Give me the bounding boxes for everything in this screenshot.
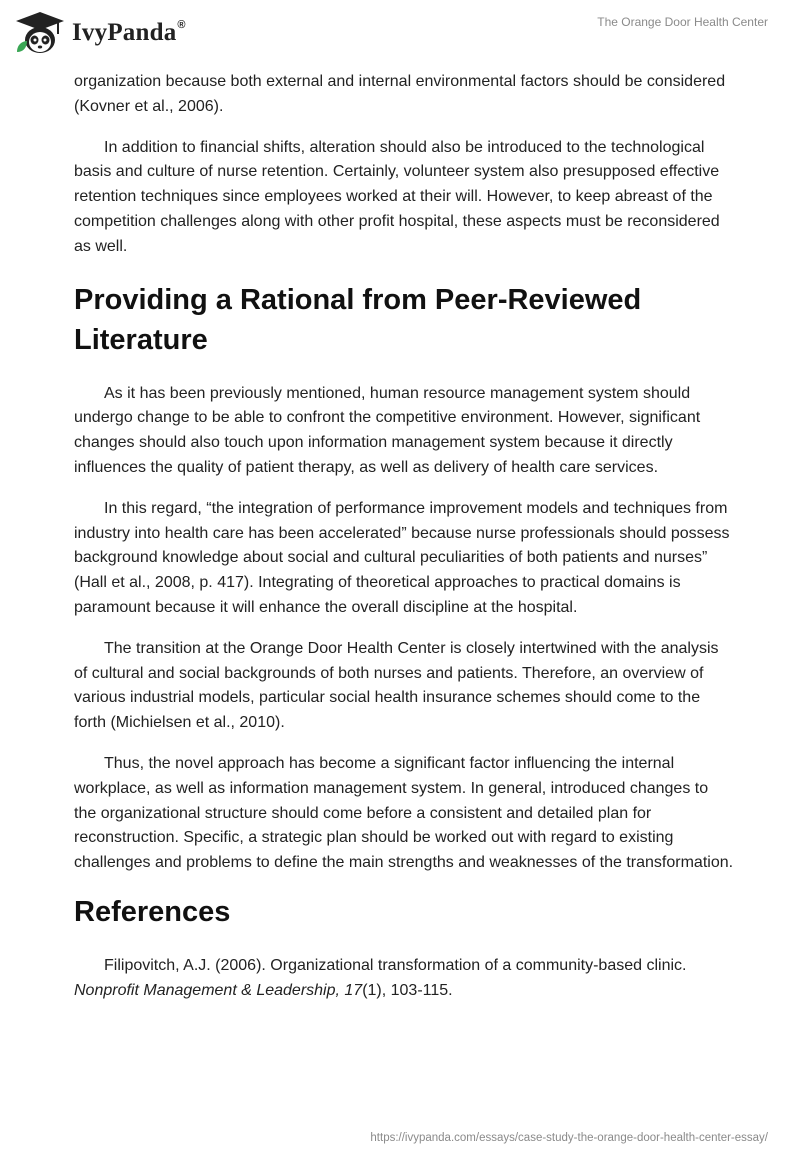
paragraph: Thus, the novel approach has become a significant factor influencing the internal workplace, as well as information management system. In general, introduced changes to the organizational structure should come before a consistent and detailed plan for reconstruction. Specific, a strategic plan should be worked out with regard to existing challenges and problems to define the main strengths and weaknesses of the transformation.	[74, 754, 734, 872]
reference-issue-pages: (1), 103-115.	[362, 981, 453, 999]
paragraph: In this regard, “the integration of performance improvement models and techniques from industry into health care has been accelerated” because nurse professionals should possess background knowledge about social and cultural peculiarities of both patients and nurses” (Hall et al., 2008, p. 417). Integrating of theoretical approaches to practical domains is paramount because it will enhance the overall discipline at the hospital.	[74, 499, 730, 616]
source-url[interactable]: https://ivypanda.com/essays/case-study-the-orange-door-health-center-essay/	[370, 1132, 768, 1144]
paragraph: As it has been previously mentioned, human resource management system should undergo change to be able to confront the competitive environment. However, significant changes should also touch upon information management system because it directly influences the quality of patient therapy, as well as delivery of health care services.	[74, 384, 701, 476]
paragraph: The transition at the Orange Door Health Center is closely intertwined with the analysis of cultural and social backgrounds of both nurses and patients. Therefore, an overview of various industrial models, particular social health insurance schemes should come to the forth (Michielsen et al., 2010).	[74, 639, 719, 732]
document-title: The Orange Door Health Center	[597, 15, 768, 29]
reference-entry	[74, 954, 734, 1004]
reference-journal: Nonprofit Management & Leadership, 17	[74, 981, 363, 999]
panda-graduate-icon	[14, 10, 66, 56]
ivypanda-logo[interactable]	[14, 10, 186, 56]
essay-body	[74, 70, 734, 1020]
section-heading: Providing a Rational from Peer-Reviewed Literature	[74, 283, 642, 356]
references-heading: References	[74, 895, 231, 928]
reference-authors-title: Filipovitch, A.J. (2006). Organizational transformation of a community-based clinic.	[104, 956, 687, 974]
logo-wordmark: IvyPanda®	[72, 19, 186, 46]
paragraph: In addition to financial shifts, alteration should also be introduced to the technological basis and culture of nurse retention. Certainly, volunteer system also presupposed effective retention techniques since employees worked at their will. However, to keep abreast of the competition challenges along with other profit hospital, these aspects must be reconsidered as well.	[74, 138, 720, 255]
page-header	[0, 0, 800, 66]
paragraph: organization because both external and internal environmental factors should be considered (Kovner et al., 2006).	[74, 73, 726, 115]
